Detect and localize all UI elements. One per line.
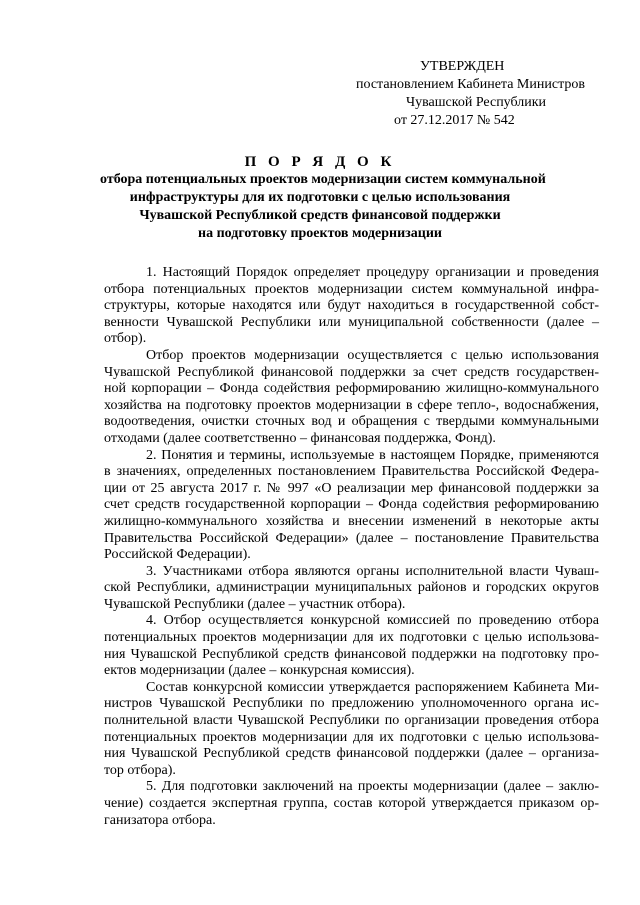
paragraph-line: счет средств государственной корпорации – Фонда содействия реформированию bbox=[104, 497, 599, 513]
paragraph bbox=[104, 348, 599, 448]
paragraph-line: Чувашской Республики (далее – участник отбора). bbox=[104, 596, 406, 612]
paragraph bbox=[104, 779, 599, 829]
paragraph-line: Отбор проектов модернизации осуществляется с целью использования bbox=[146, 347, 599, 363]
document-title: П О Р Я Д О К bbox=[244, 154, 396, 170]
paragraph-line: венности Чувашской Республики или муниципальной собственности (далее – bbox=[104, 314, 599, 330]
heading-line: на подготовку проектов модернизации bbox=[198, 226, 442, 241]
paragraph-line: отбор). bbox=[104, 331, 147, 347]
approval-line-1: постановлением Кабинета Министров bbox=[356, 77, 585, 92]
paragraph-line: в значениях, определенных постановлением Правительства Российской Федера- bbox=[104, 464, 599, 480]
paragraph bbox=[104, 680, 599, 780]
paragraph-line: 4. Отбор осуществляется конкурсной комиссией по проведению отбора bbox=[146, 613, 599, 629]
heading-line: инфраструктуры для их подготовки с целью использования bbox=[129, 190, 511, 205]
paragraph-line: 5. Для подготовки заключений на проекты модернизации (далее – заклю- bbox=[146, 779, 599, 795]
approval-date: от 27.12.2017 № 542 bbox=[394, 113, 515, 128]
paragraph-line: хозяйства на подготовку проектов модернизации в сфере тепло-, водоснабжения, bbox=[104, 397, 599, 413]
paragraph-line: Российской Федерации). bbox=[104, 547, 251, 563]
approval-block bbox=[356, 58, 616, 130]
paragraph-line: ния Чувашской Республикой средств финансовой поддержки на подготовку про- bbox=[104, 646, 599, 662]
paragraph-line: ской Республики, администрации муниципальных районов и городских округов bbox=[104, 580, 599, 596]
paragraph-line: ганизатора отбора. bbox=[104, 812, 216, 828]
paragraph-line: нистров Чувашской Республики по предложению уполномоченного органа ис- bbox=[104, 696, 599, 712]
heading-line: Чувашской Республикой средств финансовой поддержки bbox=[139, 208, 501, 223]
paragraph-line: 2. Понятия и термины, используемые в настоящем Порядке, применяются bbox=[146, 447, 599, 463]
paragraph-line: Правительства Российской Федерации» (далее – постановление Правительства bbox=[104, 530, 599, 546]
paragraph-line: жилищно-коммунального хозяйства и внесении изменений в некоторые акты bbox=[104, 513, 599, 529]
paragraph-line: Чувашской Республикой финансовой поддержки за счет средств государствен- bbox=[104, 364, 599, 380]
paragraph-line: ния Чувашской Республикой средств финансовой поддержки (далее – организа- bbox=[104, 746, 599, 762]
paragraph-line: отходами (далее соответственно – финансовая поддержка, Фонд). bbox=[104, 430, 496, 446]
paragraph-line: водоотведения, очистки сточных вод и обращения с твердыми коммунальными bbox=[104, 414, 599, 430]
paragraph-line: чение) создается экспертная группа, состав которой утверждается приказом ор- bbox=[104, 796, 599, 811]
paragraph-line: отбора потенциальных проектов модернизации систем коммунальной инфра- bbox=[104, 281, 599, 297]
paragraph-line: ектов модернизации (далее – конкурсная комиссия). bbox=[104, 663, 415, 679]
paragraph-line: потенциальных проектов модернизации для их подготовки с целью использова- bbox=[104, 630, 599, 646]
document-heading bbox=[100, 153, 546, 243]
paragraph-line: ной корпорации – Фонда содействия реформированию жилищно-коммунального bbox=[104, 381, 599, 397]
paragraph-line: структуры, которые находятся или будут находиться в государственной собст- bbox=[104, 298, 599, 314]
paragraph-line: потенциальных проектов модернизации для их подготовки с целью использова- bbox=[104, 729, 599, 745]
paragraph-line: тор отбора). bbox=[104, 762, 176, 778]
approval-title: УТВЕРЖДЕН bbox=[420, 59, 505, 74]
paragraph bbox=[104, 613, 599, 679]
heading-line: отбора потенциальных проектов модернизации систем коммунальной bbox=[100, 172, 546, 187]
paragraph-line: 3. Участниками отбора являются органы исполнительной власти Чуваш- bbox=[146, 563, 599, 579]
paragraph-line: полнительной власти Чувашской Республики по организации проведения отбора bbox=[104, 713, 599, 729]
approval-line-2: Чувашской Республики bbox=[406, 95, 547, 110]
document-body bbox=[104, 265, 599, 829]
paragraph-line: 1. Настоящий Порядок определяет процедуру организации и проведения bbox=[146, 265, 599, 280]
paragraph bbox=[104, 265, 599, 348]
paragraph-line: ции от 25 августа 2017 г. № 997 «О реализации мер финансовой поддержки за bbox=[104, 480, 599, 496]
paragraph bbox=[104, 448, 599, 564]
paragraph-line: Состав конкурсной комиссии утверждается распоряжением Кабинета Ми- bbox=[146, 679, 599, 695]
paragraph bbox=[104, 564, 599, 614]
